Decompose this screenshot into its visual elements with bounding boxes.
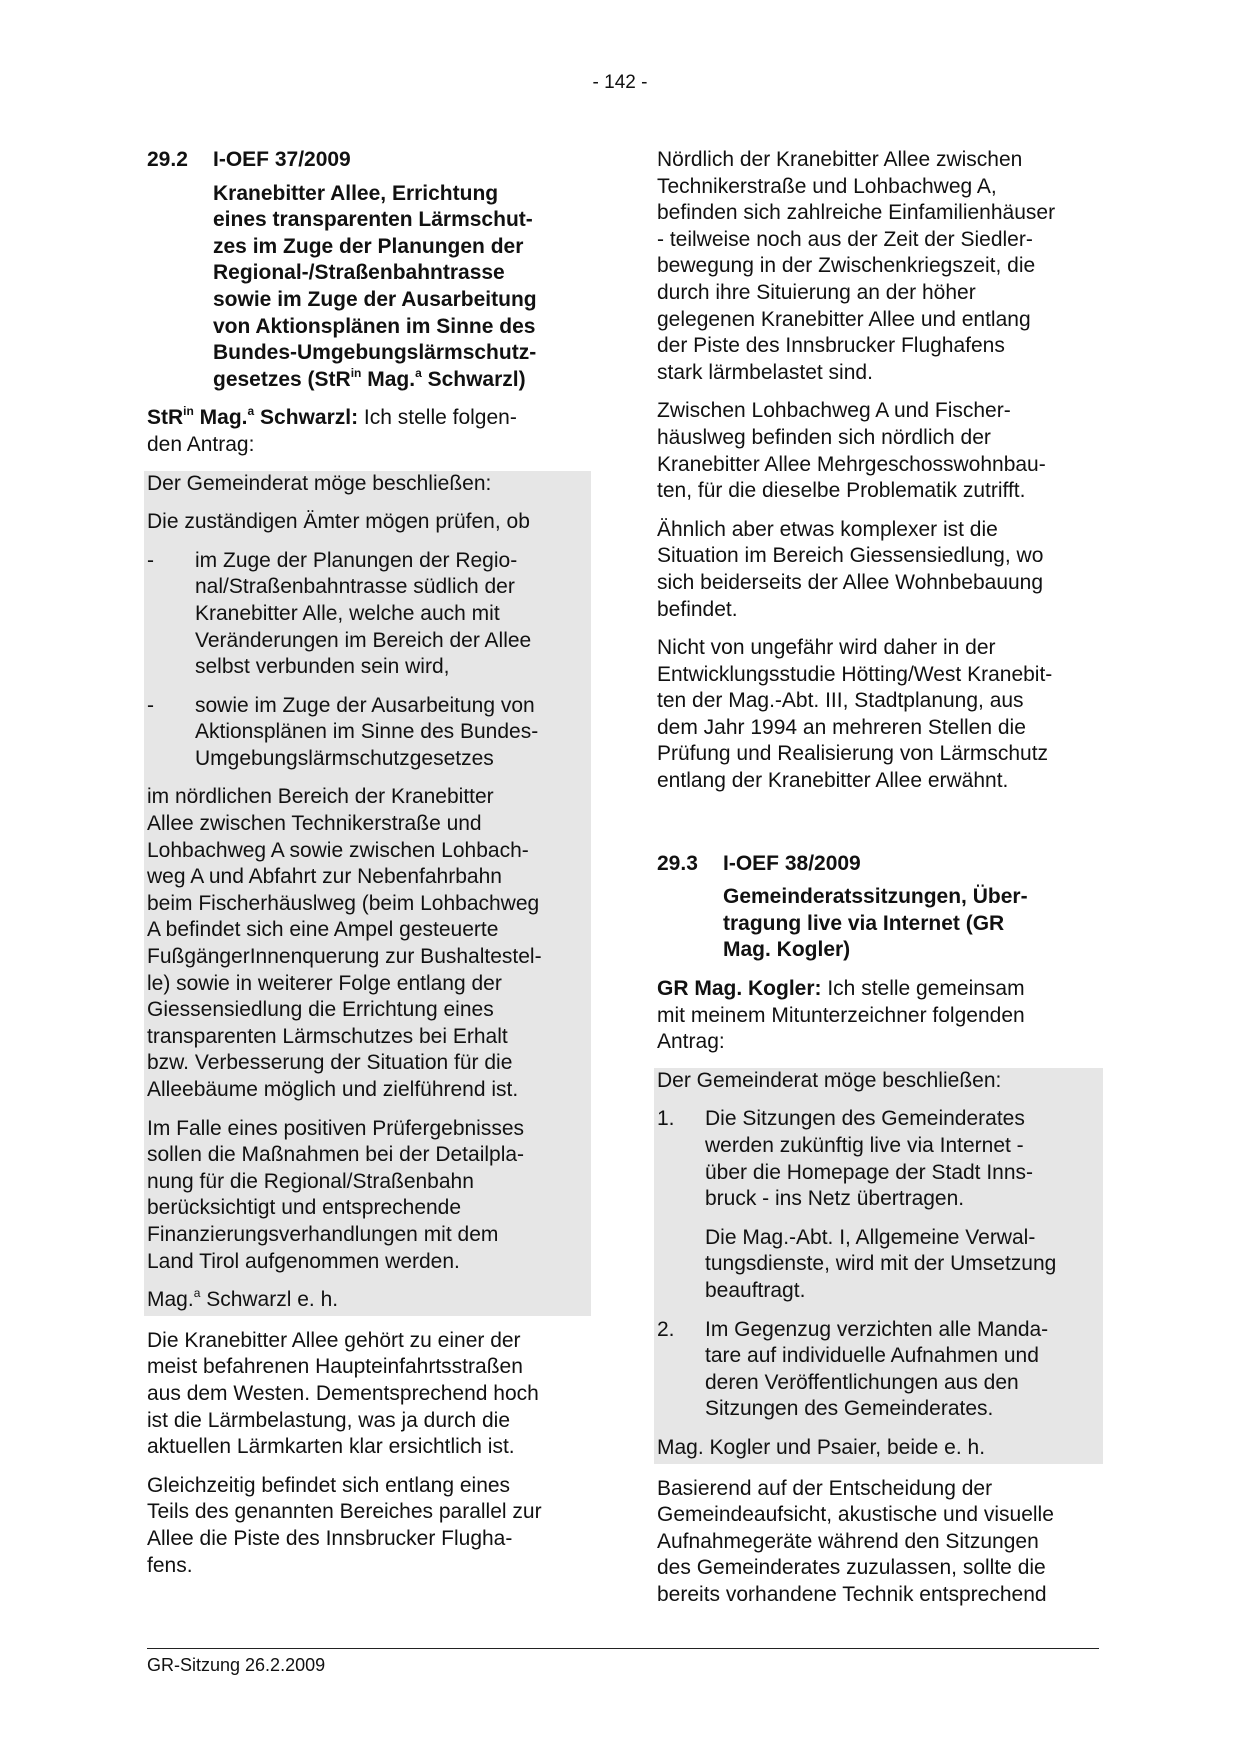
motion-bullet <box>147 693 588 785</box>
motion-item <box>657 1106 1100 1224</box>
speaker-text: Ich stelle gemeinsam <box>821 977 1025 1001</box>
right-column <box>657 147 1099 1609</box>
subject-line: Regional-/Straßenbahntrasse <box>213 261 505 285</box>
superscript: in <box>183 404 194 419</box>
text-line: le) sowie in weiterer Folge entlang der <box>147 971 502 995</box>
text-line: Die Sitzungen des Gemeinderates <box>705 1107 1025 1131</box>
body-paragraph <box>657 635 1099 795</box>
speaker-name: Mag. <box>193 406 248 430</box>
text-line: mit meinem Mitunterzeichner folgenden <box>657 1003 1025 1027</box>
text-line: bereits vorhandene Technik entsprechend <box>657 1582 1047 1606</box>
subject-line: Mag. Kogler) <box>723 938 851 962</box>
text-line: deren Veröffentlichungen aus den <box>705 1370 1019 1394</box>
motion-paragraph: Die zuständigen Ämter mögen prüfen, ob <box>147 510 530 534</box>
subject-line: Schwarzl) <box>421 367 526 391</box>
text-line: befinden sich zahlreiche Einfamilienhäuser <box>657 201 1056 225</box>
text-line: nung für die Regional/Straßenbahn <box>147 1169 474 1193</box>
speaker-name: StR <box>147 406 184 430</box>
text-line: Sitzungen des Gemeinderates. <box>705 1397 994 1421</box>
body-paragraph <box>657 1476 1099 1609</box>
speaker-paragraph <box>147 405 587 458</box>
text-line: über die Homepage der Stadt Inns- <box>705 1160 1034 1184</box>
text-line: Die Mag.-Abt. I, Allgemeine Verwal- <box>705 1225 1036 1249</box>
speaker-text: Ich stelle folgen- <box>358 406 517 430</box>
text-line: gelegenen Kranebitter Allee und entlang <box>657 307 1031 331</box>
motion-box <box>144 471 591 1316</box>
text-line: Basierend auf der Entscheidung der <box>657 1476 993 1500</box>
bullet-text <box>195 693 588 773</box>
section-id: I-OEF 37/2009 <box>213 148 351 171</box>
text-line: beauftragt. <box>705 1278 806 1302</box>
text-line: sich beiderseits der Allee Wohnbebauung <box>657 570 1044 594</box>
subject-line: zes im Zuge der Planungen der <box>213 234 524 258</box>
body-paragraph <box>657 147 1099 386</box>
text-line: Aufnahmegeräte während den Sitzungen <box>657 1529 1039 1553</box>
text-line: Allee zwischen Technikerstraße und <box>147 812 482 836</box>
speaker-name: Schwarzl: <box>254 406 359 430</box>
section-id: I-OEF 38/2009 <box>723 851 861 875</box>
text-line: befindet. <box>657 597 738 621</box>
text-line: Im Gegenzug verzichten alle Manda- <box>705 1317 1049 1341</box>
page-number: - 142 - <box>592 72 648 93</box>
signoff-text: Mag. <box>147 1288 194 1312</box>
text-line: weg A und Abfahrt zur Nebenfahrbahn <box>147 865 502 889</box>
motion-intro: Der Gemeinderat möge beschließen: <box>147 471 492 495</box>
text-line: FußgängerInnenquerung zur Bushaltestel- <box>147 945 542 969</box>
text-line: Teils des genannten Bereiches parallel zur <box>147 1500 542 1524</box>
text-line: transparenten Lärmschutzes bei Erhalt <box>147 1024 508 1048</box>
superscript: a <box>247 404 255 419</box>
text-line: häuslweg befinden sich nördlich der <box>657 425 991 449</box>
motion-item <box>657 1317 1100 1435</box>
text-line: Gleichzeitig befindet sich entlang eines <box>147 1473 511 1497</box>
body-paragraph <box>147 1328 587 1461</box>
text-line: Umgebungslärmschutzgesetzes <box>195 746 494 770</box>
signoff-text: Schwarzl e. h. <box>200 1288 339 1312</box>
text-line: tungsdienste, wird mit der Umsetzung <box>705 1252 1057 1276</box>
motion-paragraph <box>147 784 588 1115</box>
subject-line: Mag. <box>361 367 416 391</box>
text-line: bzw. Verbesserung der Situation für die <box>147 1051 513 1075</box>
text-line: Ähnlich aber etwas komplexer ist die <box>657 517 998 541</box>
text-line: Lohbachweg A sowie zwischen Lohbach- <box>147 838 529 862</box>
text-line: Entwicklungsstudie Hötting/West Kranebit- <box>657 662 1053 686</box>
subject-line: Bundes-Umgebungslärmschutz- <box>213 341 537 365</box>
bullet-text <box>195 548 588 681</box>
section-subject <box>723 884 1099 964</box>
bullet-marker: - <box>147 548 154 572</box>
subject-line: tragung live via Internet (GR <box>723 911 1005 935</box>
text-line: berücksichtigt und entsprechende <box>147 1196 462 1220</box>
text-line: Kranebitter Alle, welche auch mit <box>195 601 500 625</box>
text-line: im Zuge der Planungen der Regio- <box>195 548 518 572</box>
text-line: dem Jahr 1994 an mehreren Stellen die <box>657 715 1026 739</box>
item-number: 2. <box>657 1317 675 1341</box>
text-line: Nicht von ungefähr wird daher in der <box>657 636 996 660</box>
text-line: - teilweise noch aus der Zeit der Siedler- <box>657 227 1033 251</box>
subject-line: Kranebitter Allee, Errichtung <box>213 181 499 205</box>
section-heading-29-2 <box>147 147 587 174</box>
text-line: aktuellen Lärmkarten klar ersichtlich ist. <box>147 1435 515 1459</box>
text-line: entlang der Kranebitter Allee erwähnt. <box>657 769 1009 793</box>
text-line: der Piste des Innsbrucker Flughafens <box>657 334 1005 358</box>
item-number: 1. <box>657 1107 675 1131</box>
text-line: Die Kranebitter Allee gehört zu einer der <box>147 1328 521 1352</box>
text-line: Kranebitter Allee Mehrgeschosswohnbau- <box>657 452 1046 476</box>
item-text <box>705 1106 1100 1212</box>
superscript: in <box>350 365 362 380</box>
body-paragraph <box>147 1473 587 1579</box>
subject-line: Gemeinderatssitzungen, Über- <box>723 885 1028 909</box>
text-line: Alleebäume möglich und zielführend ist. <box>147 1078 519 1101</box>
text-line: selbst verbunden sein wird, <box>195 655 450 679</box>
text-line: Land Tirol aufgenommen werden. <box>147 1249 460 1273</box>
text-line: Veränderungen im Bereich der Allee <box>195 628 532 652</box>
section-subject <box>213 181 587 394</box>
text-line: tare auf individuelle Aufnahmen und <box>705 1344 1039 1368</box>
superscript: a <box>193 1286 201 1301</box>
text-line: Allee die Piste des Innsbrucker Flugha- <box>147 1526 513 1550</box>
speaker-text: den Antrag: <box>147 432 255 456</box>
text-line: ten der Mag.-Abt. III, Stadtplanung, aus <box>657 689 1024 713</box>
item-text <box>705 1317 1100 1423</box>
subject-line: gesetzes (StR <box>213 367 351 391</box>
motion-signoff: Mag. Kogler und Psaier, beide e. h. <box>657 1435 986 1459</box>
subject-line: sowie im Zuge der Ausarbeitung <box>213 287 537 311</box>
section-number: 29.2 <box>147 148 188 171</box>
text-line: im nördlichen Bereich der Kranebitter <box>147 785 494 809</box>
text-line: Antrag: <box>657 1030 725 1054</box>
text-line: ist die Lärmbelastung, was ja durch die <box>147 1408 511 1432</box>
subject-line: eines transparenten Lärmschut- <box>213 208 533 232</box>
footer-divider <box>147 1648 1099 1649</box>
text-line: des Gemeinderates zuzulassen, sollte die <box>657 1556 1046 1580</box>
text-line: Technikerstraße und Lohbachweg A, <box>657 174 997 198</box>
left-column <box>147 147 587 1579</box>
superscript: a <box>415 365 422 380</box>
body-paragraph <box>657 517 1099 623</box>
text-line: A befindet sich eine Ampel gesteuerte <box>147 918 499 942</box>
footer-text: GR-Sitzung 26.2.2009 <box>147 1655 326 1675</box>
text-line: Gemeindeaufsicht, akustische und visuelle <box>657 1503 1054 1527</box>
text-line: Situation im Bereich Giessensiedlung, wo <box>657 544 1044 568</box>
text-line: Nördlich der Kranebitter Allee zwischen <box>657 148 1023 171</box>
text-line: bewegung in der Zwischenkriegszeit, die <box>657 254 1036 278</box>
text-line: beim Fischerhäuslweg (beim Lohbachweg <box>147 891 540 915</box>
motion-item-subparagraph <box>705 1225 1100 1317</box>
text-line: Prüfung und Realisierung von Lärmschutz <box>657 742 1049 766</box>
section-heading-29-3 <box>657 851 1099 878</box>
text-line: Zwischen Lohbachweg A und Fischer- <box>657 399 1011 423</box>
text-line: ten, für die dieselbe Problematik zutrifft. <box>657 479 1026 503</box>
motion-intro: Der Gemeinderat möge beschließen: <box>657 1068 1002 1092</box>
section-number: 29.3 <box>657 851 698 875</box>
text-line: Im Falle eines positiven Prüfergebnisses <box>147 1116 525 1140</box>
text-line: stark lärmbelastet sind. <box>657 360 873 384</box>
text-line: Giessensiedlung die Errichtung eines <box>147 998 494 1022</box>
speaker-paragraph <box>657 976 1099 1056</box>
text-line: Finanzierungsverhandlungen mit dem <box>147 1222 499 1246</box>
motion-bullet <box>147 548 588 693</box>
bullet-marker: - <box>147 693 154 717</box>
text-line: fens. <box>147 1553 193 1577</box>
text-line: sollen die Maßnahmen bei der Detailpla- <box>147 1143 525 1167</box>
motion-paragraph <box>147 1116 588 1288</box>
text-line: sowie im Zuge der Ausarbeitung von <box>195 693 535 717</box>
motion-signoff <box>147 1287 588 1316</box>
text-line: bruck - ins Netz übertragen. <box>705 1187 965 1211</box>
motion-box <box>654 1068 1103 1464</box>
text-line: aus dem Westen. Dementsprechend hoch <box>147 1381 539 1405</box>
speaker-name: GR Mag. Kogler: <box>657 977 822 1001</box>
body-paragraph <box>657 398 1099 504</box>
text-line: durch ihre Situierung an der höher <box>657 280 976 304</box>
text-line: nal/Straßenbahntrasse südlich der <box>195 575 515 599</box>
text-line: werden zukünftig live via Internet - <box>705 1134 1024 1157</box>
text-line: meist befahrenen Haupteinfahrtsstraßen <box>147 1355 523 1379</box>
text-line: Aktionsplänen im Sinne des Bundes- <box>195 720 539 744</box>
subject-line: von Aktionsplänen im Sinne des <box>213 314 536 338</box>
